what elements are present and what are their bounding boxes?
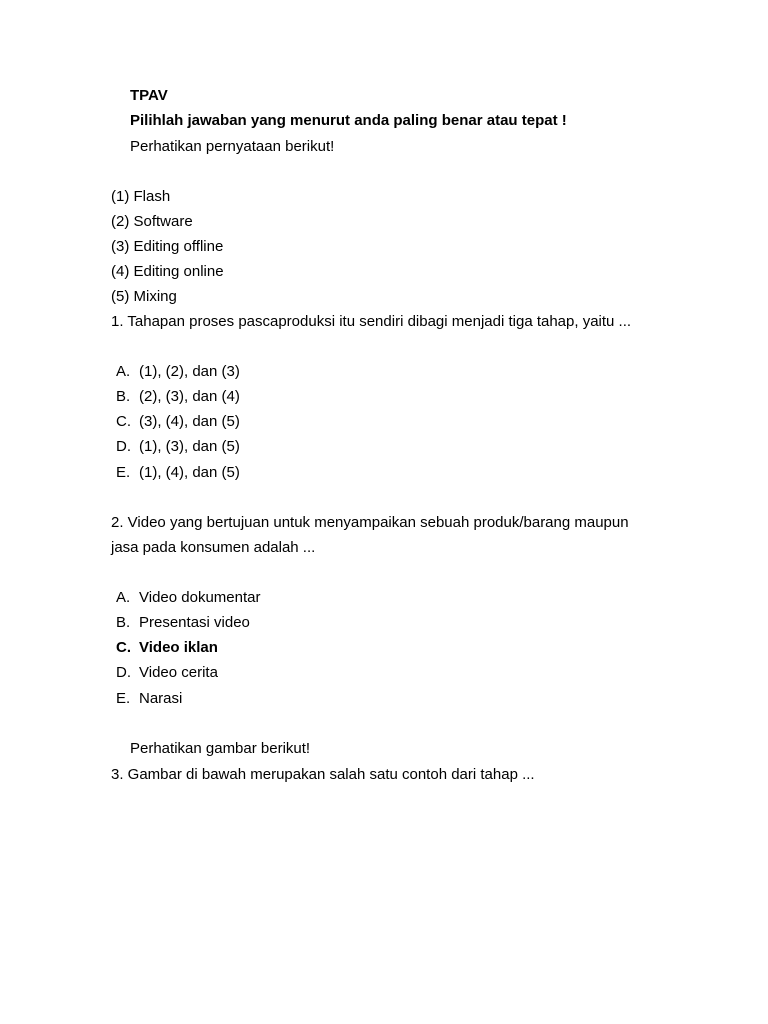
q2-option-a xyxy=(116,588,260,608)
q1-option-e xyxy=(116,463,240,483)
option-letter: B. xyxy=(116,388,131,405)
q2-option-c-answer xyxy=(116,638,218,658)
q1-option-c xyxy=(116,412,240,432)
option-letter: D. xyxy=(116,438,131,455)
option-letter: D. xyxy=(116,664,131,681)
question-1: 1. Tahapan proses pascaproduksi itu sendiri dibagi menjadi tiga tahap, yaitu ... xyxy=(111,313,632,330)
option-letter: B. xyxy=(116,614,131,631)
q1-option-b xyxy=(116,387,240,407)
figure-intro: Perhatikan gambar berikut! xyxy=(130,740,311,757)
option-text: Video cerita xyxy=(139,664,218,681)
document-title: TPAV xyxy=(130,87,168,104)
q2-option-d xyxy=(116,663,218,683)
option-text: (1), (2), dan (3) xyxy=(139,363,240,380)
statement-item: (2) Software xyxy=(111,213,193,230)
q1-option-d xyxy=(116,437,240,457)
statement-item: (5) Mixing xyxy=(111,288,177,305)
option-letter: C. xyxy=(116,639,131,656)
q2-option-b xyxy=(116,613,250,633)
option-text: (1), (3), dan (5) xyxy=(139,438,240,455)
option-text: Narasi xyxy=(139,690,183,707)
option-text: (3), (4), dan (5) xyxy=(139,413,240,430)
option-text: Presentasi video xyxy=(139,614,250,631)
q2-option-e xyxy=(116,689,182,709)
statements-intro: Perhatikan pernyataan berikut! xyxy=(130,138,335,155)
option-text: (2), (3), dan (4) xyxy=(139,388,240,405)
option-text: (1), (4), dan (5) xyxy=(139,464,240,481)
option-text: Video iklan xyxy=(139,639,218,656)
statement-item: (3) Editing offline xyxy=(111,238,224,255)
statement-item: (4) Editing online xyxy=(111,263,224,280)
option-letter: A. xyxy=(116,363,131,380)
question-3: 3. Gambar di bawah merupakan salah satu contoh dari tahap ... xyxy=(111,766,535,783)
instruction-text: Pilihlah jawaban yang menurut anda paling benar atau tepat ! xyxy=(130,112,567,129)
question-2-line-2: jasa pada konsumen adalah ... xyxy=(111,539,316,556)
option-letter: E. xyxy=(116,690,131,707)
option-letter: C. xyxy=(116,413,131,430)
question-2-line-1: 2. Video yang bertujuan untuk menyampaikan sebuah produk/barang maupun xyxy=(111,514,629,531)
q1-option-a xyxy=(116,362,240,382)
option-letter: E. xyxy=(116,464,131,481)
statement-item: (1) Flash xyxy=(111,188,171,205)
option-letter: A. xyxy=(116,589,131,606)
option-text: Video dokumentar xyxy=(139,589,261,606)
